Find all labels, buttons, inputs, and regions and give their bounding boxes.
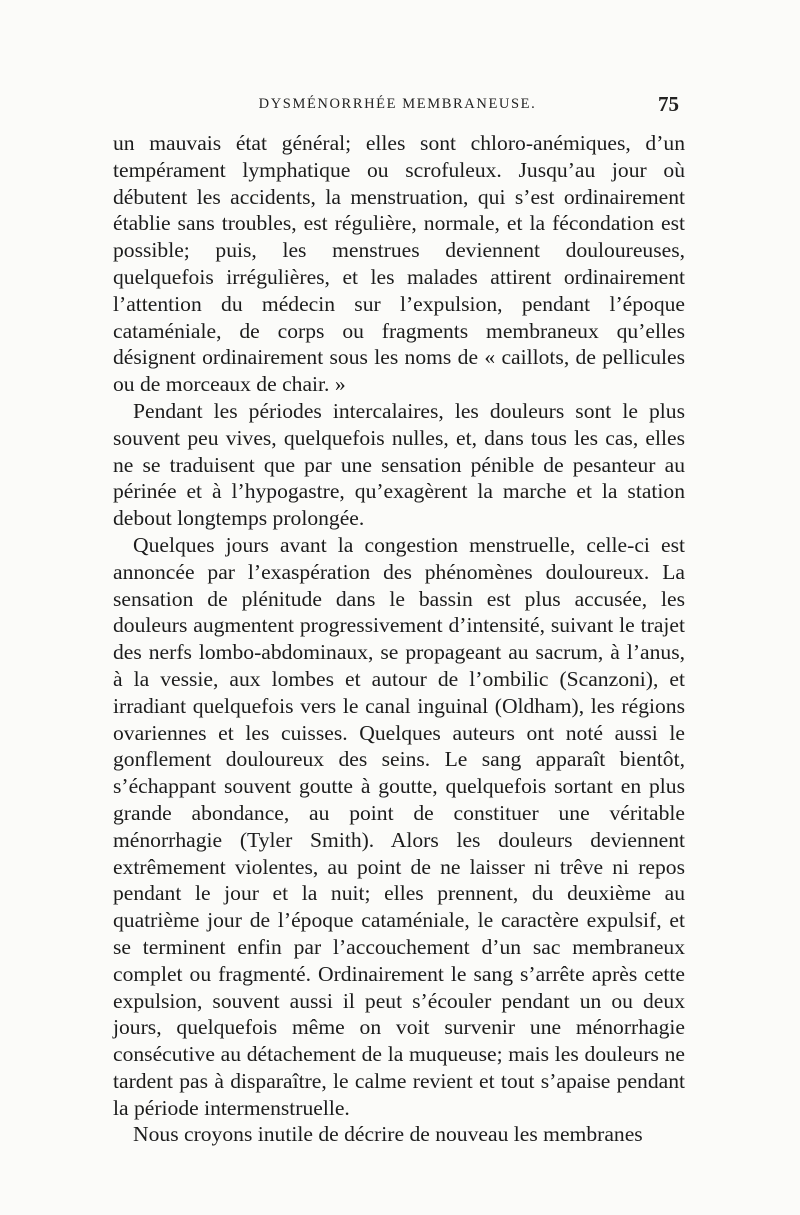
paragraph-intercalary-periods: Pendant les périodes intercalaires, les douleurs sont le plus souvent peu vives, quelquefois nulles, et, dans tous les cas, elles ne se traduisent que par une sensation pénible de pesanteur au périnée et à l’hypogastre, qu’exagèrent la marche et la station debout longtemps prolongée.	[113, 398, 685, 531]
running-title: DYSMÉNORRHÉE MEMBRANEUSE.	[258, 96, 537, 112]
paragraph-continuation: un mauvais état général; elles sont chloro-anémiques, d’un tempérament lymphatique ou scrofuleux. Jusqu’au jour où débutent les accidents, la menstruation, qui s’est ordinairement établie sans troubles, est régulière, normale, et la fécondation est possible; puis, les menstrues deviennent douloureuses, quelquefois irrégulières, et les malades attirent ordinairement l’attention du médecin sur l’expulsion, pendant l’époque cataméniale, de corps ou fragments membraneux qu’elles désignent ordinairement sous les noms de « caillots, de pellicules ou de morceaux de chair. »	[113, 131, 685, 397]
page-number: 75	[658, 92, 679, 116]
paragraph-membranes: Nous croyons inutile de décrire de nouveau les membranes	[133, 1122, 643, 1147]
body-text	[113, 130, 685, 1148]
paragraph-menstrual-congestion: Quelques jours avant la congestion menstruelle, celle-ci est annoncée par l’exaspération des phénomènes douloureux. La sensation de plénitude dans le bassin est plus accusée, les douleurs augmentent progressivement d’intensité, suivant le trajet des nerfs lombo-abdominaux, se propageant au sacrum, à l’anus, à la vessie, aux lombes et autour de l’ombilic (Scanzoni), et irradiant quelquefois vers le canal inguinal (Oldham), les régions ovariennes et les cuisses. Quelques auteurs ont noté aussi le gonflement douloureux des seins. Le sang apparaît bientôt, s’échappant souvent goutte à goutte, quelquefois sortant en plus grande abondance, au point de constituer une véritable ménorrhagie (Tyler Smith). Alors les douleurs deviennent extrêmement violentes, au point de ne laisser ni trêve ni repos pendant le jour et la nuit; elles prennent, du deuxième au quatrième jour de l’époque cataméniale, le caractère expulsif, et se terminent enfin par l’accouchement d’un sac membraneux complet ou fragmenté. Ordinairement le sang s’arrête après cette expulsion, souvent aussi il peut s’écouler pendant un ou deux jours, quelquefois même on voit survenir une ménorrhagie consécutive au détachement de la muqueuse; mais les douleurs ne tardent pas à disparaître, le calme revient et tout s’apaise pendant la période intermenstruelle.	[113, 532, 685, 1120]
page-header	[110, 92, 685, 120]
